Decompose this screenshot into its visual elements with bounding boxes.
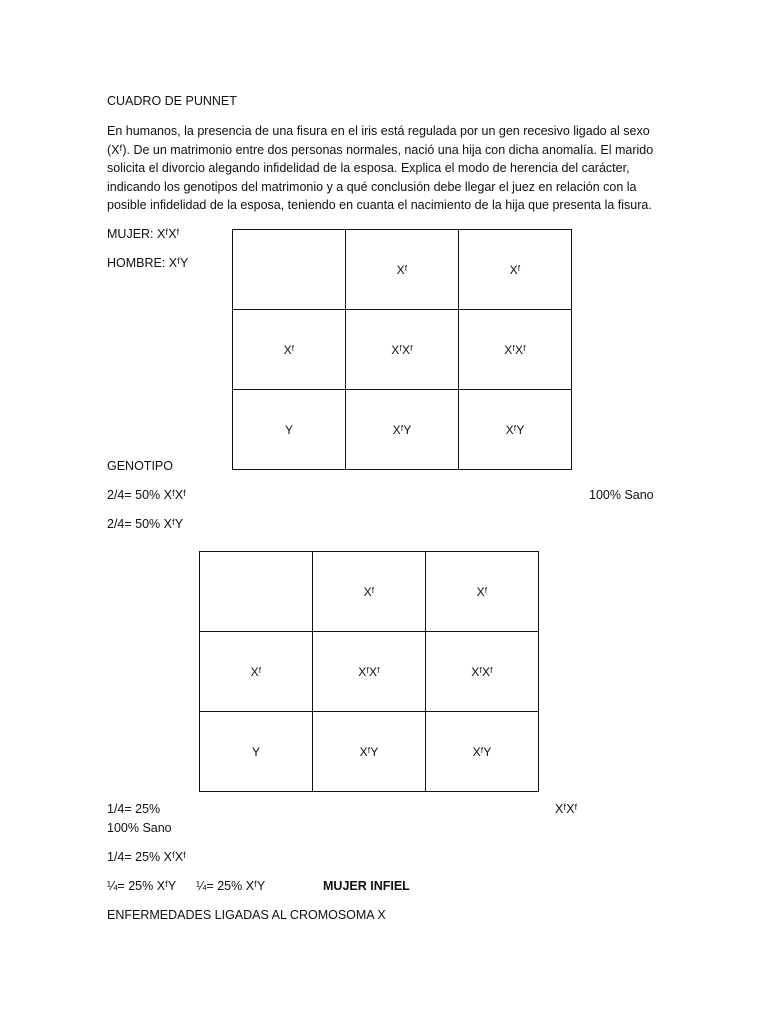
conclusion-label: MUJER INFIEL [323, 879, 410, 893]
result-phenotype: 100% Sano [107, 821, 172, 835]
result-line: 2/4= 50% XᶠXᶠ [107, 488, 187, 502]
table-cell: XᶠY [313, 712, 426, 792]
table-cell: Y [200, 712, 313, 792]
table-cell: XᶠY [426, 712, 539, 792]
result-line: ¼= 25% XᶠY [107, 879, 177, 893]
table-cell: XᶠY [459, 390, 572, 470]
table-cell: Xᶠ [313, 552, 426, 632]
table-cell: Y [233, 390, 346, 470]
punnett-square-2 [199, 551, 539, 792]
table-row [200, 632, 539, 712]
mother-genotype: MUJER: XᶠXᶠ [107, 227, 180, 241]
result-phenotype: 100% Sano [589, 488, 654, 502]
result-line: 1/4= 25% [107, 802, 161, 816]
punnett-square-1 [232, 229, 572, 470]
section-heading: ENFERMEDADES LIGADAS AL CROMOSOMA X [107, 908, 386, 922]
result-line: ¼= 25% XᶠY [196, 879, 266, 893]
genotipo-heading: GENOTIPO [107, 459, 173, 473]
table-cell: Xᶠ [233, 310, 346, 390]
table-row [200, 552, 539, 632]
father-genotype: HOMBRE: XᶠY [107, 256, 189, 270]
problem-paragraph: En humanos, la presencia de una fisura en el iris está regulada por un gen recesivo ligado al sexo (Xᶠ). De un matrimonio entre dos personas normales, nació una hija con dicha anomalía. El marido solicita el divorcio alegando infidelidad de la esposa. Explica el modo de herencia del carácter, indicando los genotipos del matrimonio y a qué conclusión debe llegar el juez en relación con la posible infidelidad de la esposa, teniendo en cuanta el nacimiento de la hija que presenta la fisura. [107, 124, 654, 212]
table-cell: XᶠXᶠ [426, 632, 539, 712]
table-row [233, 310, 572, 390]
table-cell: Xᶠ [346, 230, 459, 310]
table-row [200, 712, 539, 792]
result-line: 1/4= 25% XᶠXᶠ [107, 850, 187, 864]
table-cell [233, 230, 346, 310]
result-line: 2/4= 50% XᶠY [107, 517, 184, 531]
table-cell: Xᶠ [200, 632, 313, 712]
table-cell: XᶠY [346, 390, 459, 470]
table-row [233, 390, 572, 470]
table-cell: XᶠXᶠ [346, 310, 459, 390]
table-cell: XᶠXᶠ [313, 632, 426, 712]
table-cell: Xᶠ [459, 230, 572, 310]
page-title: CUADRO DE PUNNET [107, 94, 237, 108]
table-cell [200, 552, 313, 632]
table-cell: Xᶠ [426, 552, 539, 632]
result-genotype: XᶠXᶠ [555, 802, 578, 816]
table-row [233, 230, 572, 310]
table-cell: XᶠXᶠ [459, 310, 572, 390]
